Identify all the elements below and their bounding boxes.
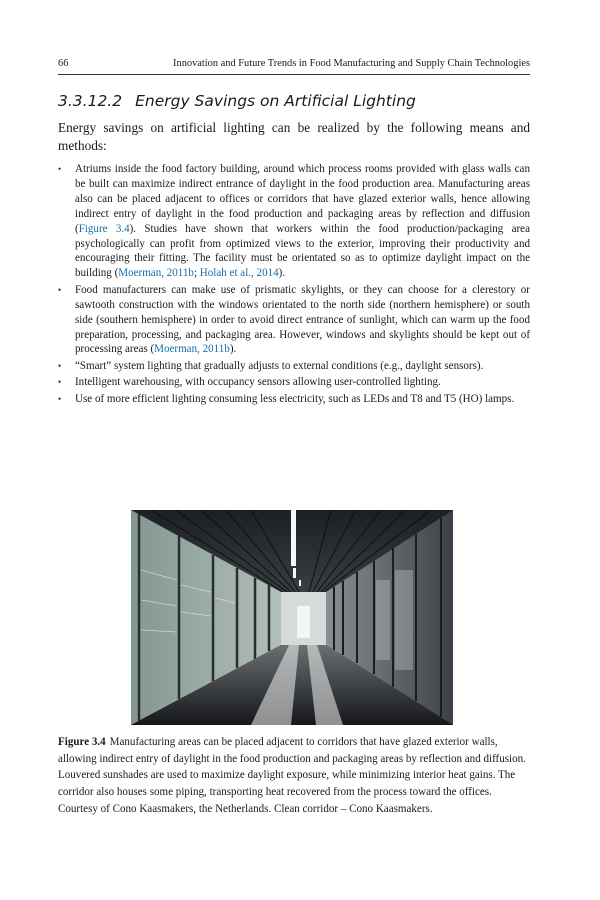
list-item: • Food manufacturers can make use of prismatic skylights, or they can choose for a clerestory or sawtooth construction with the windows orientated to the north side (northern hemisphere) or south side (southern hemisphere) in order to avoid direct entrance of sunlight, which can warm up the food preparation, processing, and packaging area. However, windows and skylights should be kept out of processing areas (Moerman, 2011b). [58,283,530,358]
figure-reference-link[interactable]: Figure 3.4 [78,222,130,235]
caption-text: Manufacturing areas can be placed adjacent to corridors that have glazed exterior walls, allowing indirect entry of daylight in the food production and packaging areas by reflection and diffusion. Louvered sunshades are used to maximize daylight exposure, while minimizing interior heat gains. The corridor also houses some piping, transporting heat recovered from the process toward the offices. [58,736,526,799]
corridor-photo [131,510,453,725]
list-item: • “Smart” system lighting that gradually adjusts to external conditions (e.g., daylight sensors). [58,359,530,374]
figure-credit: Courtesy of Cono Kaasmakers, the Netherlands. Clean corridor – Cono Kaasmakers. [58,802,433,815]
figure-label: Figure 3.4 [58,736,106,748]
citation-link[interactable]: Holah et al., 2014 [199,267,279,280]
running-title: Innovation and Future Trends in Food Manufacturing and Supply Chain Technologies [173,58,530,69]
running-header [58,58,530,75]
section-number: 3.3.12.2 [58,92,123,110]
bullet-list [58,162,530,408]
citation-link[interactable]: Moerman, 2011b [154,343,230,356]
page-number: 66 [58,58,69,69]
intro-paragraph: Energy savings on artificial lighting can be realized by the following means and methods: [58,120,530,153]
section-title: Energy Savings on Artificial Lighting [135,92,416,110]
citation-link[interactable]: Moerman, 2011b [118,267,194,280]
list-item: • Use of more efficient lighting consuming less electricity, such as LEDs and T8 and T5 (HO) lamps. [58,392,530,407]
figure-caption [58,734,530,818]
section-heading [58,92,416,110]
list-item: • Intelligent warehousing, with occupancy sensors allowing user-controlled lighting. [58,375,530,390]
list-item: • Atriums inside the food factory building, around which process rooms provided with glass walls can be built can maximize indirect entrance of daylight in the food production area. Manufacturing areas also can be placed adjacent to offices or corridors that have glazed exterior walls, hence allowing indirect entry of daylight in the food production and packaging areas by reflection and diffusion (Figure 3.4). Studies have shown that workers within the food production/packaging area psychologically can profit from optimized views to the exterior, improving their productivity and encouraging their fitting. The facility must be orientated so as to optimize daylight impact on the building (Moerman, 2011b; Holah et al., 2014). [58,162,530,281]
